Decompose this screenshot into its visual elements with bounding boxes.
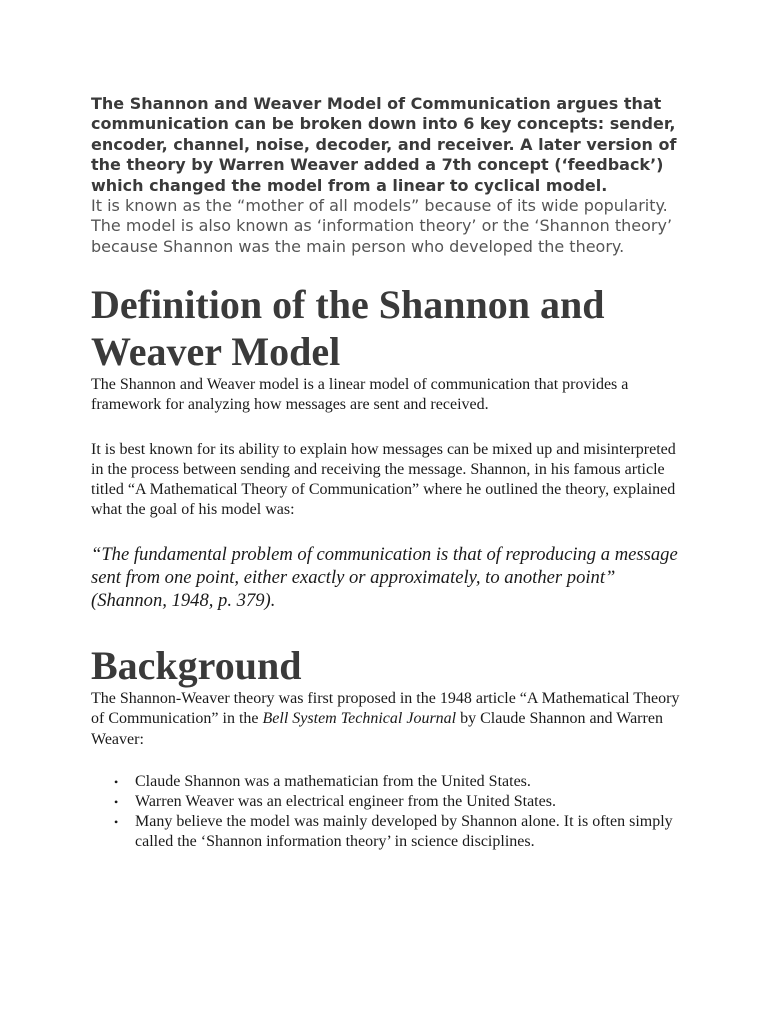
journal-title: Bell System Technical Journal <box>262 710 457 728</box>
background-bullet-list <box>91 772 681 852</box>
list-item-text: Many believe the model was mainly developed by Shannon alone. It is often simply called the ‘Shannon information theory’ in science disciplines. <box>135 812 673 850</box>
list-item-text: Warren Weaver was an electrical engineer from the United States. <box>135 792 556 810</box>
list-item <box>91 792 681 812</box>
bullet-icon: • <box>114 794 119 809</box>
intro-note: It is known as the “mother of all models” because of its wide popularity. The model is also known as ‘information theory’ or the ‘Shannon theory’ because Shannon was the main person who developed the theory. <box>91 196 673 256</box>
definition-heading: Definition of the Shannon and Weaver Model <box>91 282 605 375</box>
definition-paragraph-2: It is best known for its ability to explain how messages can be mixed up and misinterpreted in the process between sending and receiving the message. Shannon, in his famous article titled “A Mathematical Theory of Communication” where he outlined the theory, explained what the goal of his model was: <box>91 440 676 519</box>
background-paragraph-start: The Shannon-Weaver theory was first proposed in the 1948 article “A Mathematical Theory of Communication” in the <box>91 690 680 728</box>
background-paragraph-end: by Claude Shannon and Warren Weaver: <box>91 710 663 748</box>
background-paragraph <box>91 689 681 750</box>
document-page <box>91 92 681 852</box>
list-item <box>91 772 681 792</box>
definition-paragraph-1: The Shannon and Weaver model is a linear model of communication that provides a framework for analyzing how messages are sent and received. <box>91 376 629 414</box>
list-item <box>91 812 681 852</box>
shannon-quote: “The fundamental problem of communication is that of reproducing a message sent from one point, either exactly or approximately, to another point” (Shannon, 1948, p. 379). <box>91 544 678 611</box>
list-item-text: Claude Shannon was a mathematician from the United States. <box>135 772 531 790</box>
bullet-icon: • <box>114 814 119 829</box>
intro-summary: The Shannon and Weaver Model of Communication argues that communication can be broken down into 6 key concepts: sender, encoder, channel, noise, decoder, and receiver. A later version of the theory by Warren Weaver added a 7th concept (‘feedback’) which changed the model from a linear to cyclical model. <box>91 94 677 195</box>
bullet-icon: • <box>114 774 119 789</box>
background-heading: Background <box>91 643 302 689</box>
